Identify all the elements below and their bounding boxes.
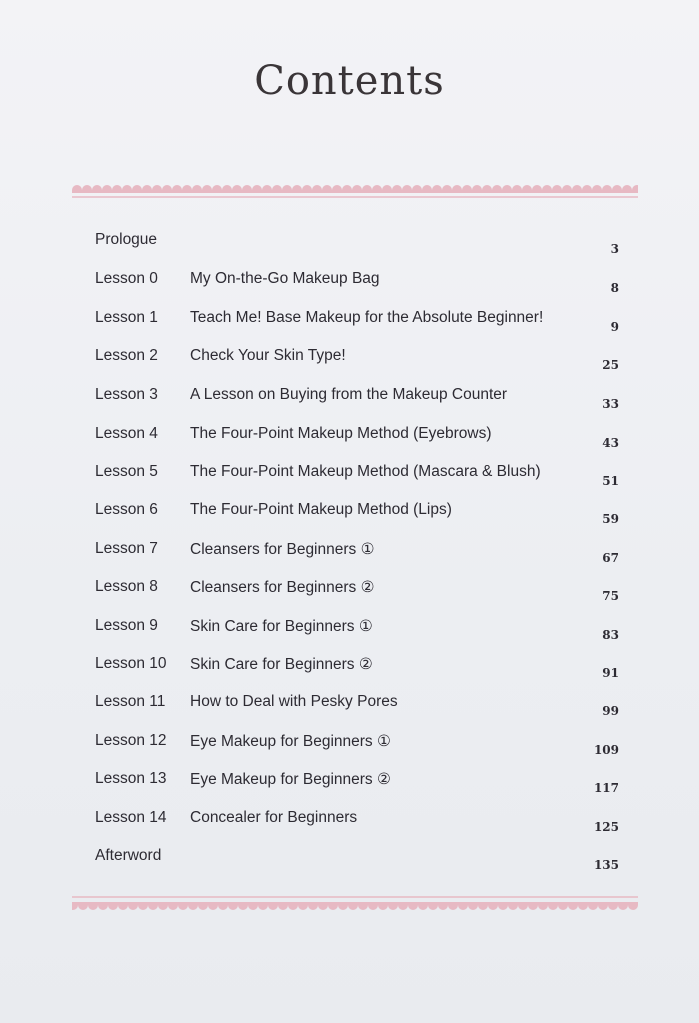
toc-row bbox=[0, 731, 699, 761]
toc-topic-title: Teach Me! Base Makeup for the Absolute Beginner! bbox=[190, 309, 544, 326]
toc-page-number: 3 bbox=[610, 242, 619, 256]
toc-row bbox=[0, 692, 699, 722]
toc-page-number: 83 bbox=[602, 628, 619, 642]
toc-lesson-label: Prologue bbox=[95, 231, 158, 248]
toc-topic-title: The Four-Point Makeup Method (Eyebrows) bbox=[190, 425, 492, 442]
toc-row bbox=[0, 385, 699, 415]
toc-lesson-label: Lesson 10 bbox=[95, 655, 167, 672]
toc-topic-title: Cleansers for Beginners ① bbox=[190, 541, 375, 558]
toc-page-number: 33 bbox=[602, 397, 619, 411]
toc-page-number: 51 bbox=[602, 474, 619, 488]
toc-lesson-label: Lesson 3 bbox=[95, 386, 158, 403]
bottom-scallop-border bbox=[72, 893, 638, 917]
toc-page-number: 117 bbox=[593, 781, 619, 795]
toc-page-number: 8 bbox=[610, 281, 619, 295]
toc-topic-title: Check Your Skin Type! bbox=[190, 347, 346, 364]
toc-topic-title: Eye Makeup for Beginners ① bbox=[190, 733, 391, 750]
toc-topic-title: My On-the-Go Makeup Bag bbox=[190, 270, 380, 287]
toc-row bbox=[0, 616, 699, 646]
toc-row bbox=[0, 230, 699, 260]
toc-lesson-label: Lesson 2 bbox=[95, 347, 158, 364]
toc-row bbox=[0, 846, 699, 876]
toc-row bbox=[0, 654, 699, 684]
top-scallop-border bbox=[72, 178, 638, 202]
toc-topic-title: A Lesson on Buying from the Makeup Counter bbox=[190, 386, 508, 403]
toc-row bbox=[0, 308, 699, 338]
toc-row bbox=[0, 269, 699, 299]
toc-page-number: 25 bbox=[602, 358, 619, 372]
toc-row bbox=[0, 808, 699, 838]
toc-row bbox=[0, 577, 699, 607]
toc-topic-title: Cleansers for Beginners ② bbox=[190, 579, 375, 596]
toc-lesson-label: Lesson 5 bbox=[95, 463, 158, 480]
toc-lesson-label: Lesson 9 bbox=[95, 617, 158, 634]
toc-page-number: 135 bbox=[593, 858, 619, 872]
toc-row bbox=[0, 424, 699, 454]
toc-row bbox=[0, 500, 699, 530]
toc-page-number: 67 bbox=[602, 551, 619, 565]
toc-lesson-label: Lesson 13 bbox=[95, 770, 167, 787]
toc-row bbox=[0, 539, 699, 569]
page-title: Contents bbox=[254, 58, 445, 104]
toc-lesson-label: Lesson 0 bbox=[95, 270, 158, 287]
toc-topic-title: The Four-Point Makeup Method (Mascara & Blush) bbox=[190, 463, 541, 480]
toc-topic-title: Skin Care for Beginners ① bbox=[190, 618, 373, 635]
toc-lesson-label: Lesson 14 bbox=[95, 809, 167, 826]
toc-row bbox=[0, 346, 699, 376]
toc-page-number: 109 bbox=[593, 743, 619, 757]
toc-topic-title: The Four-Point Makeup Method (Lips) bbox=[190, 501, 452, 518]
toc-lesson-label: Lesson 4 bbox=[95, 425, 158, 442]
toc-page-number: 9 bbox=[610, 320, 619, 334]
toc-topic-title: Concealer for Beginners bbox=[190, 809, 358, 826]
toc-page-number: 91 bbox=[602, 666, 619, 680]
toc-lesson-label: Lesson 12 bbox=[95, 732, 167, 749]
toc-lesson-label: Lesson 1 bbox=[95, 309, 158, 326]
toc-page-number: 75 bbox=[602, 589, 619, 603]
toc-lesson-label: Lesson 7 bbox=[95, 540, 158, 557]
toc-page-number: 99 bbox=[602, 704, 619, 718]
toc-row bbox=[0, 462, 699, 492]
toc-lesson-label: Afterword bbox=[95, 847, 162, 864]
toc-row bbox=[0, 769, 699, 799]
toc-lesson-label: Lesson 11 bbox=[95, 693, 166, 710]
toc-topic-title: Skin Care for Beginners ② bbox=[190, 656, 373, 673]
toc-topic-title: How to Deal with Pesky Pores bbox=[190, 693, 398, 710]
toc-lesson-label: Lesson 8 bbox=[95, 578, 158, 595]
toc-page-number: 43 bbox=[602, 436, 619, 450]
toc-lesson-label: Lesson 6 bbox=[95, 501, 158, 518]
toc-topic-title: Eye Makeup for Beginners ② bbox=[190, 771, 391, 788]
toc-page-number: 125 bbox=[593, 820, 619, 834]
toc-page-number: 59 bbox=[602, 512, 619, 526]
